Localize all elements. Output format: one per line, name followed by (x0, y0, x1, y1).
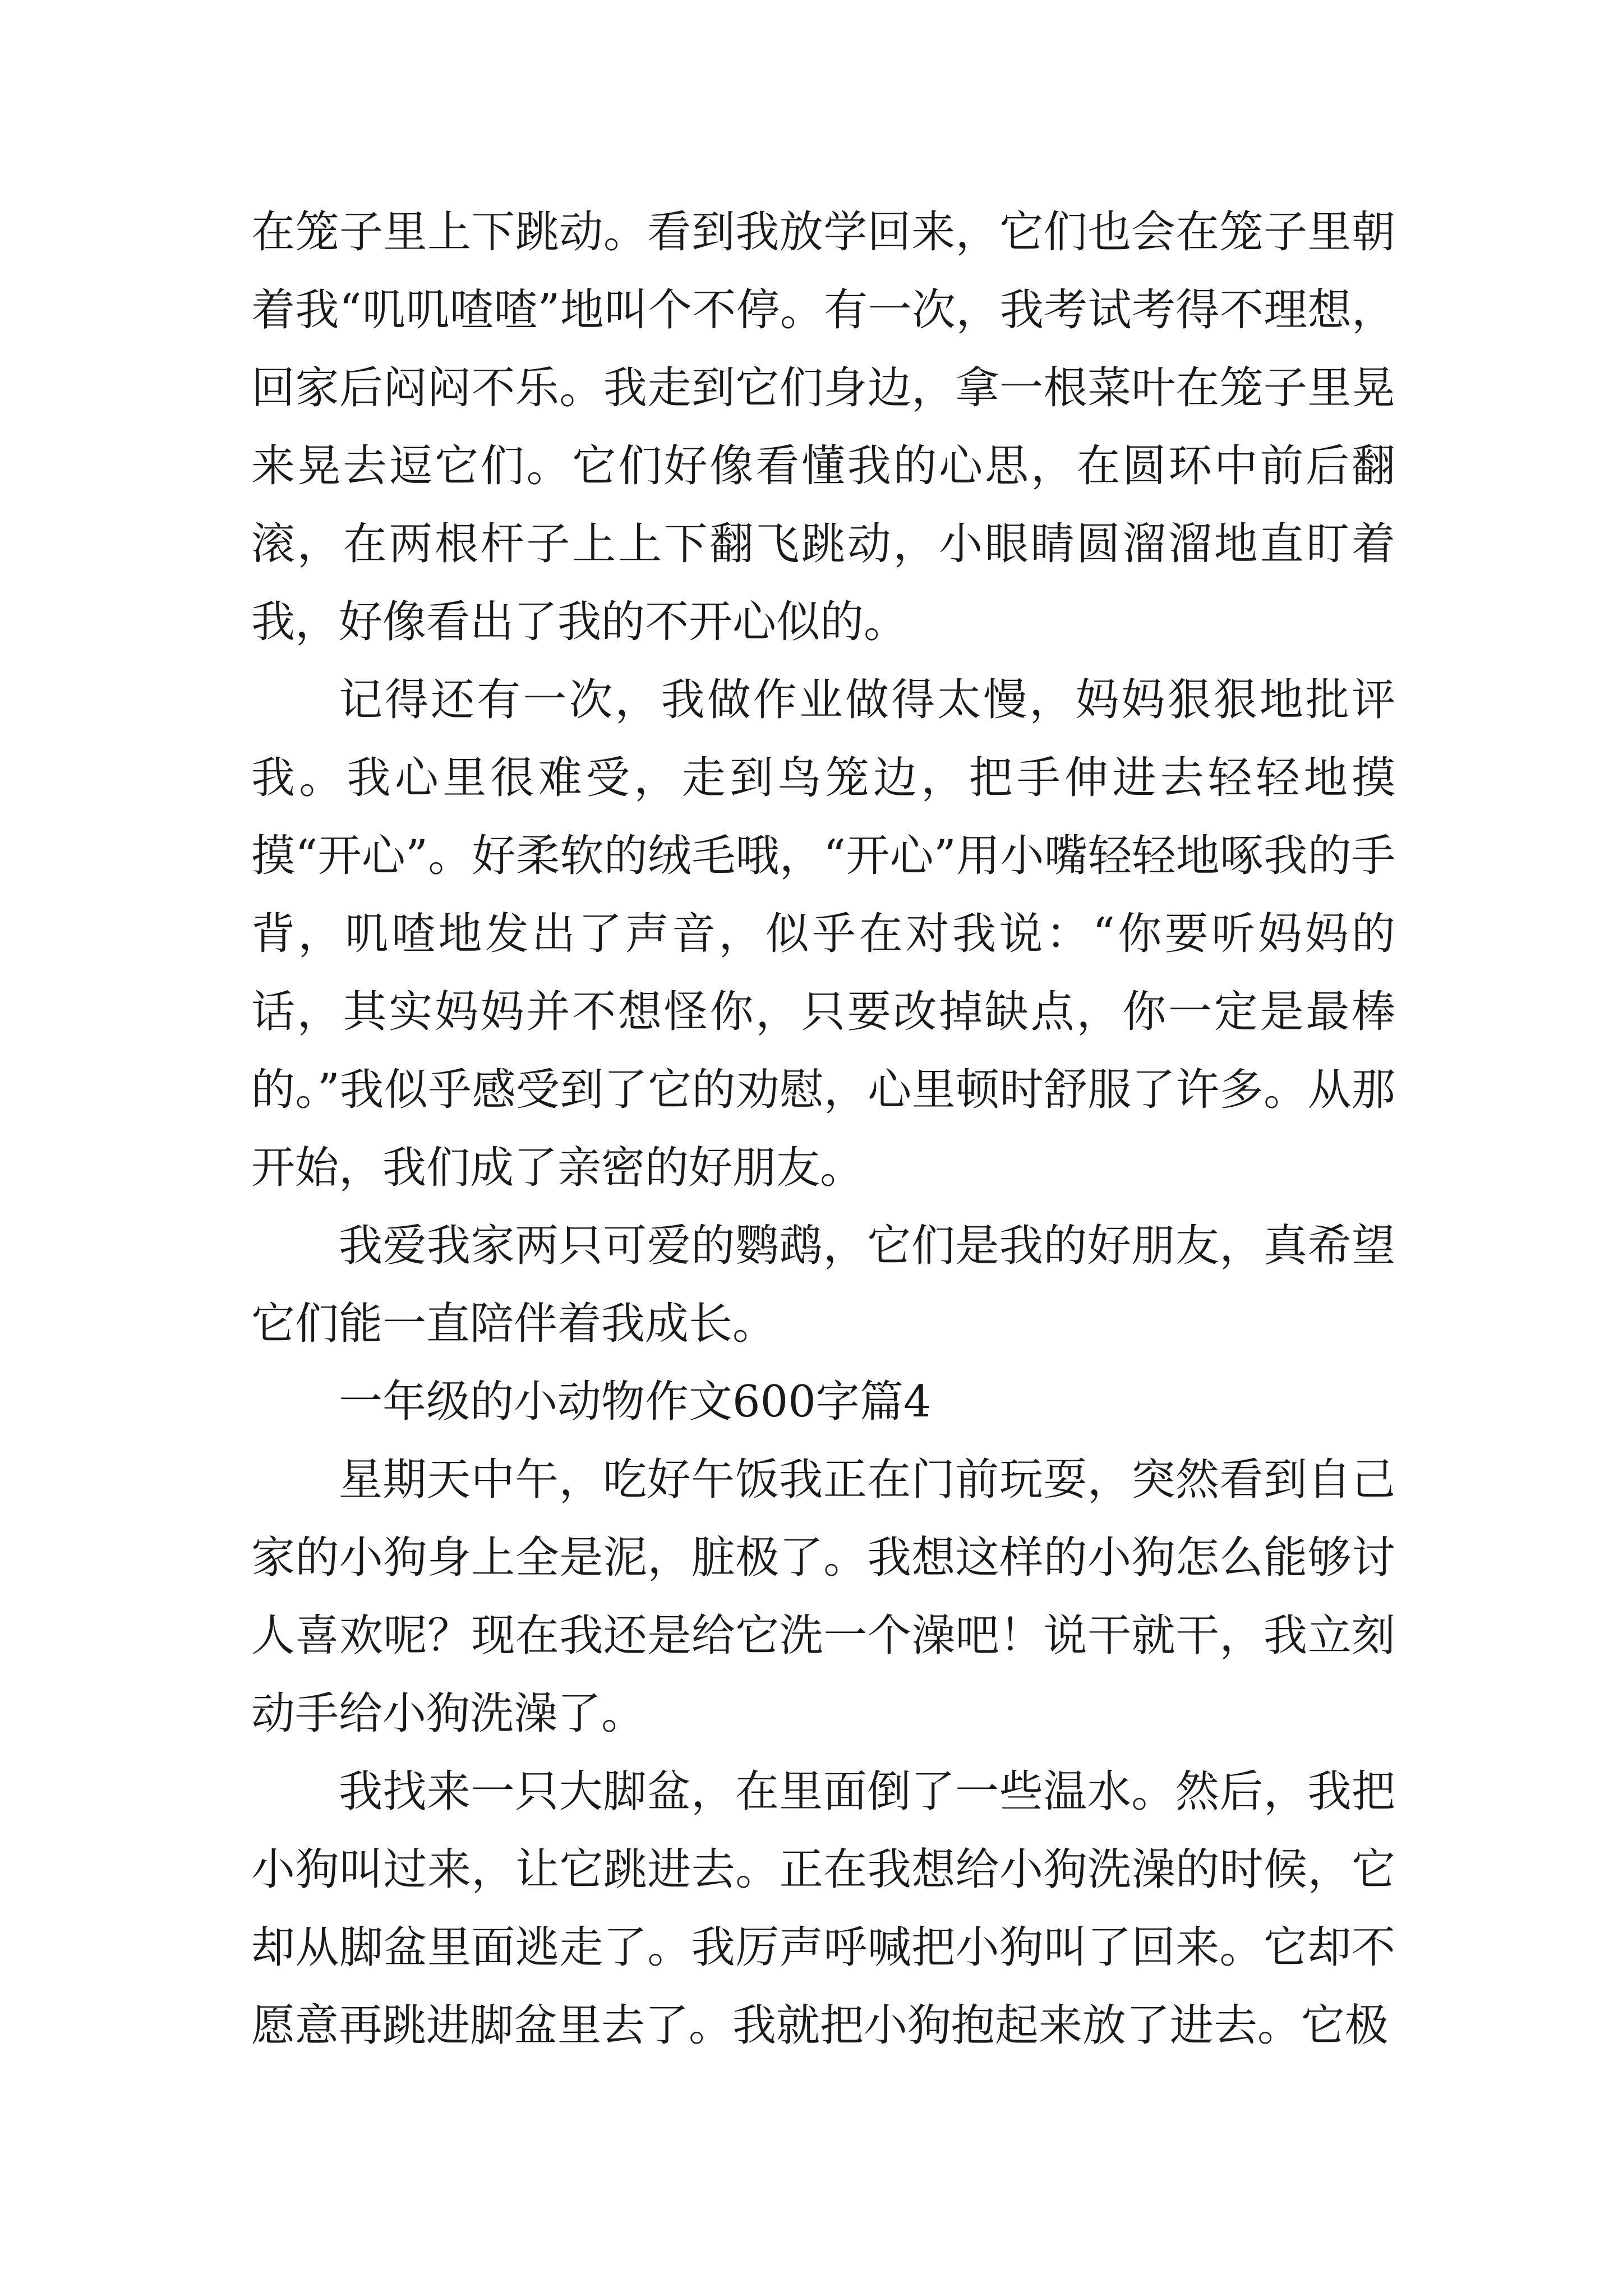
section-heading: 一年级的小动物作文600字篇4 (339, 1377, 932, 1427)
paragraph-dog-intro: 星期天中午，吃好午饭我正在门前玩耍，突然看到自己家的小狗身上全是泥，脏极了。我想这样的小狗怎么能够讨人喜欢呢？现在我还是给它洗一个澡吧！说干就干，我立刻动手给小狗洗澡了。 (251, 1455, 1395, 1739)
document-body (251, 194, 1395, 2065)
paragraph-dog-bath: 我找来一只大脚盆，在里面倒了一些温水。然后，我把小狗叫过来，让它跳进去。正在我想给小狗洗澡的时候，它却从脚盆里面逃走了。我厉声呼喊把小狗叫了回来。它却不愿意再跳进脚盆里去了。我就把小狗抱起来放了进去。它极 (251, 1766, 1395, 2051)
paragraph-parrot-cage: 在笼子里上下跳动。看到我放学回来，它们也会在笼子里朝着我“叽叽喳喳”地叫个不停。有一次，我考试考得不理想，回家后闷闷不乐。我走到它们身边，拿一根菜叶在笼子里晃来晃去逗它们。它们好像看懂我的心思，在圆环中前后翻滚，在两根杆子上上下翻飞跳动，小眼睛圆溜溜地直盯着我，好像看出了我的不开心似的。 (251, 207, 1395, 647)
paragraph-homework-memory: 记得还有一次，我做作业做得太慢，妈妈狠狠地批评我。我心里很难受，走到鸟笼边，把手伸进去轻轻地摸摸“开心”。好柔软的绒毛哦，“开心”用小嘴轻轻地啄我的手背，叽喳地发出了声音，似乎在对我说：“你要听妈妈的话，其实妈妈并不想怪你，只要改掉缺点，你一定是最棒的。”我似乎感受到了它的劝慰，心里顿时舒服了许多。从那开始，我们成了亲密的好朋友。 (251, 675, 1395, 1193)
paragraph-parrot-conclusion: 我爱我家两只可爱的鹦鹉，它们是我的好朋友，真希望它们能一直陪伴着我成长。 (251, 1221, 1395, 1349)
